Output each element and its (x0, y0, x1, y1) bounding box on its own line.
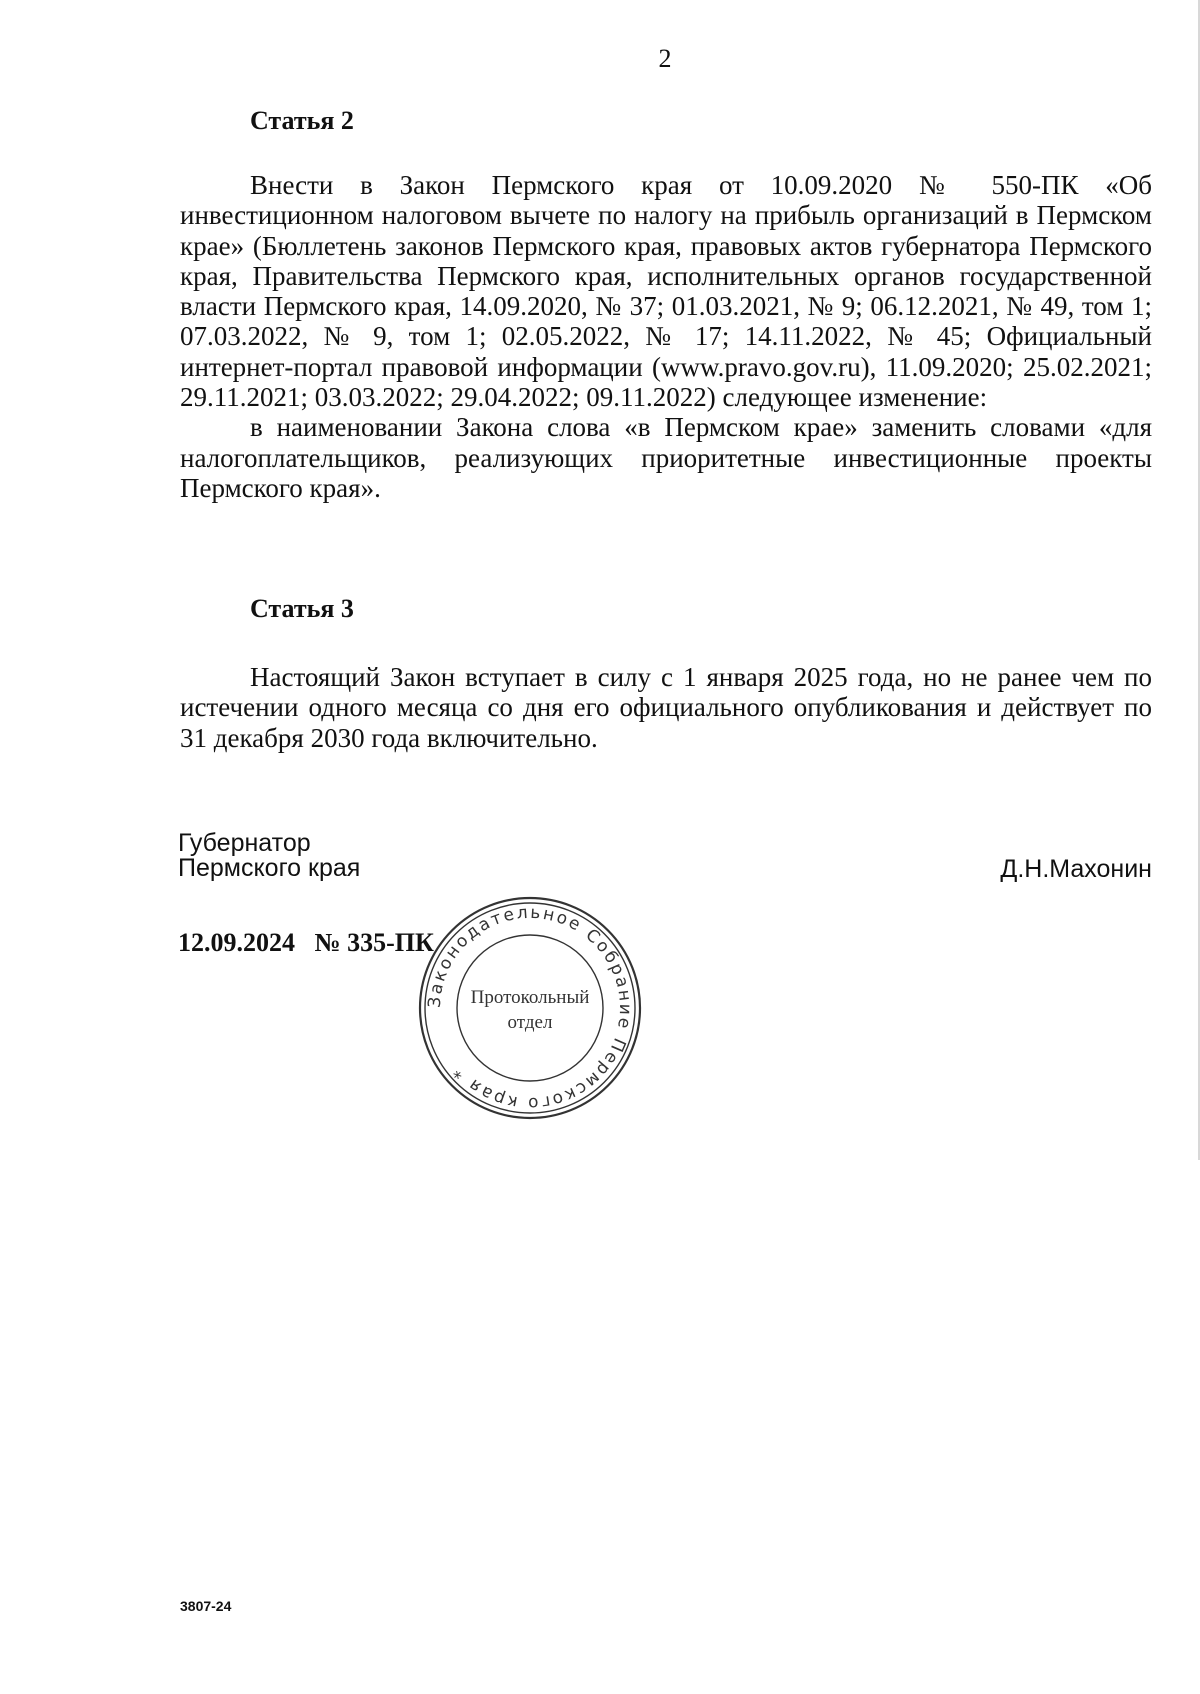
official-stamp (417, 895, 643, 1121)
stamp-center-line-2: отдел (507, 1012, 553, 1033)
footer-code: 3807-24 (180, 1598, 232, 1614)
page-number: 2 (658, 44, 672, 73)
article-2-paragraph-2: в наименовании Закона слова «в Пермском крае» заменить словами «для налогоплательщиков, реализующих приоритетные инвестиционные проекты Пермского края». (180, 412, 1152, 503)
article-3-body (180, 662, 1152, 753)
article-2-paragraph-1: Внести в Закон Пермского края от 10.09.2020 № 550-ПК «Об инвестиционном налоговом вычете по налогу на прибыль организаций в Пермском крае» (Бюллетень законов Пермского края, правовых актов губернатора Пермского края, Правительства Пермского края, исполнительных органов государственной власти Пермского края, 14.09.2020, № 37; 01.03.2021, № 9; 06.12.2021, № 49, том 1; 07.03.2022, № 9, том 1; 02.05.2022, № 17; 14.11.2022, № 45; Официальный интернет-портал правовой информации (www.pravo.gov.ru), 11.09.2020; 25.02.2021; 29.11.2021; 03.03.2022; 29.04.2022; 09.11.2022) следующее изменение: (180, 170, 1152, 413)
signature-title-line-1: Губернатор (178, 829, 311, 857)
stamp-center-line-1: Протокольный (470, 987, 590, 1008)
signature-name: Д.Н.Махонин (1000, 855, 1152, 883)
law-date: 12.09.2024 (178, 928, 295, 957)
article-2-heading: Статья 2 (250, 106, 354, 135)
article-3-paragraph-1: Настоящий Закон вступает в силу с 1 января 2025 года, но не ранее чем по истечении одного месяца со дня его официального опубликования и действует по 31 декабря 2030 года включительно. (180, 662, 1152, 753)
law-date-number (178, 928, 434, 958)
law-number: № 335-ПК (314, 928, 434, 957)
article-3-heading: Статья 3 (250, 594, 354, 623)
stamp-center-ring (457, 935, 603, 1081)
signature-title (178, 831, 360, 881)
stamp-outer-ring (420, 898, 640, 1118)
stamp-ring-text: Законодательное Собрание Пермского края * (424, 902, 636, 1114)
article-2-body (180, 170, 1152, 503)
signature-title-line-2: Пермского края (178, 854, 361, 882)
